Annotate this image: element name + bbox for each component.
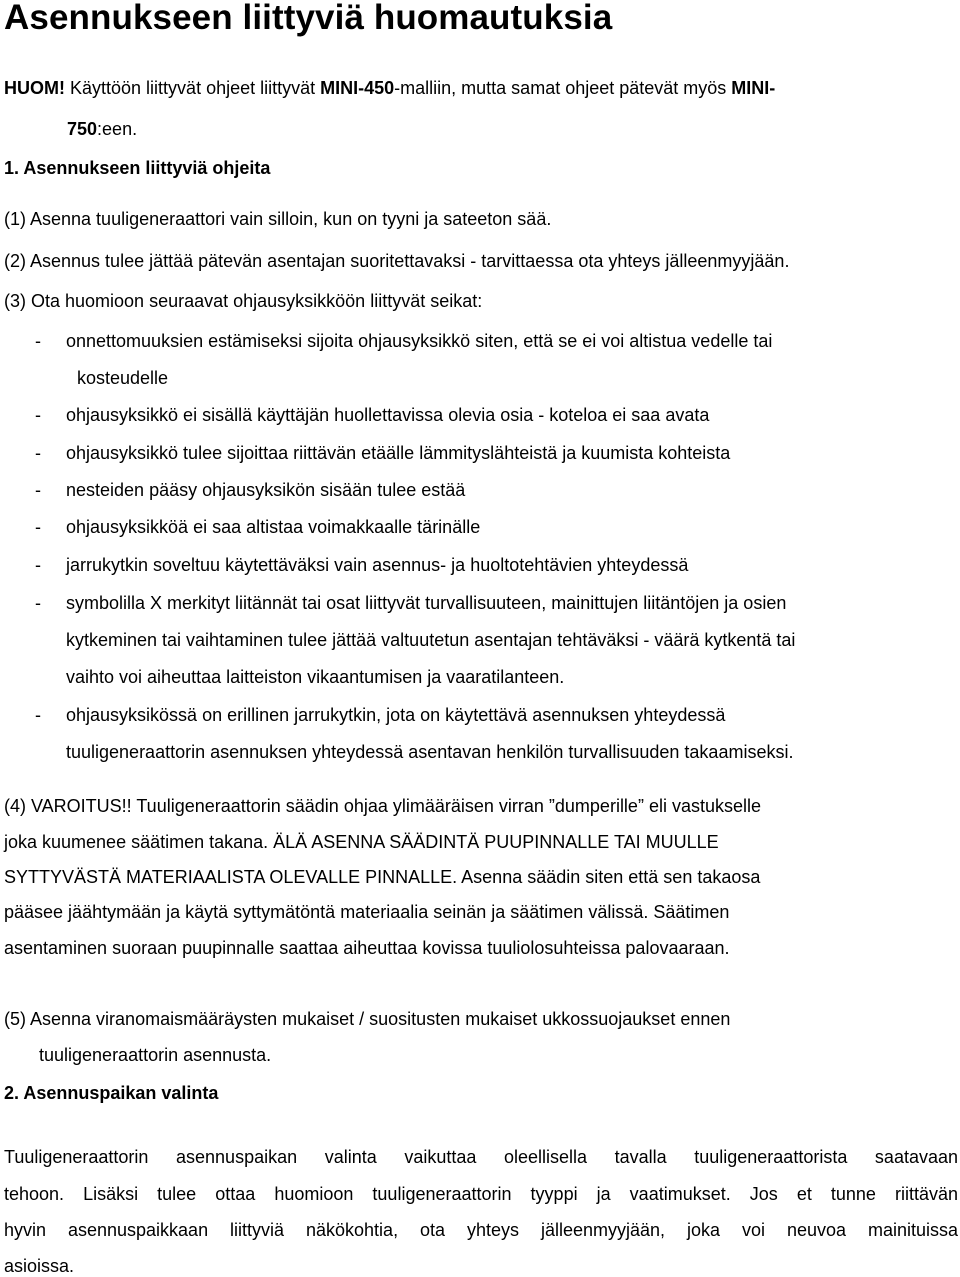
bullet-4: nesteiden pääsy ohjausyksikön sisään tulee estää [66,480,466,500]
bullet-7-line-2: kytkeminen tai vaihtaminen tulee jättää valtuutetun asentajan tehtäväksi - väärä kytkentä tai [66,630,796,650]
bullet-dash-4: - [35,480,41,500]
note-model-450: MINI-450 [320,78,395,98]
bullet-dash-3: - [35,443,41,463]
bullet-1-line-1: onnettomuuksien estämiseksi sijoita ohjausyksikkö siten, että se ei voi altistua vedelle tai [66,331,773,351]
note-huom: HUOM! [4,78,65,98]
warning-line-3: SYTTYVÄSTÄ MATERIAALISTA OLEVALLE PINNALLE. Asenna säädin siten että sen takaosa [4,867,761,887]
bullet-2: ohjausyksikkö ei sisällä käyttäjän huollettavissa olevia osia - koteloa ei saa avata [66,405,710,425]
warning-line-2: joka kuumenee säätimen takana. ÄLÄ ASENNA SÄÄDINTÄ PUUPINNALLE TAI MUULLE [4,832,719,852]
note-model-750-part2: 750 [67,119,98,139]
item-5-line-1: (5) Asenna viranomaismääräysten mukaiset / suositusten mukaiset ukkossuojaukset ennen [4,1009,731,1029]
section-2-paragraph-line-4: asioissa. [4,1256,75,1276]
bullet-3: ohjausyksikkö tulee sijoittaa riittävän etäälle lämmityslähteistä ja kuumista kohteista [66,443,731,463]
bullet-dash-1: - [35,331,41,351]
bullet-8-line-1: ohjausyksikössä on erillinen jarrukytkin, jota on käytettävä asennuksen yhteydessä [66,705,726,725]
note-text-3: :een. [97,119,138,139]
bullet-7-line-1: symbolilla X merkityt liitännät tai osat liittyvät turvallisuuteen, mainittujen liitäntöjen ja osien [66,593,787,613]
warning-line-5: asentaminen suoraan puupinnalle saattaa aiheuttaa kovissa tuuliolosuhteissa palovaaraan. [4,938,730,958]
bullet-dash-2: - [35,405,41,425]
instruction-item-3: (3) Ota huomioon seuraavat ohjausyksikköön liittyvät seikat: [4,291,483,311]
bullet-1-line-2: kosteudelle [77,368,169,388]
bullet-dash-5: - [35,517,41,537]
bullet-5: ohjausyksikköä ei saa altistaa voimakkaalle tärinälle [66,517,481,537]
note-line-1 [4,77,775,99]
bullet-7-line-3: vaihto voi aiheuttaa laitteiston vikaantumisen ja vaaratilanteen. [66,667,565,687]
bullet-8-line-2: tuuligeneraattorin asennuksen yhteydessä asentavan henkilön turvallisuuden takaamiseksi. [66,742,794,762]
note-text-2: -malliin, mutta samat ohjeet pätevät myös [394,78,732,98]
section-1-heading: 1. Asennukseen liittyviä ohjeita [4,158,271,178]
bullet-dash-7: - [35,593,41,613]
item-5-line-2: tuuligeneraattorin asennusta. [39,1045,272,1065]
section-2-paragraph-line-1: Tuuligeneraattorin asennuspaikan valinta vaikuttaa oleellisella tavalla tuuligeneraattorista saatavaan [4,1147,958,1167]
section-2-paragraph-line-2: tehoon. Lisäksi tulee ottaa huomioon tuuligeneraattorin tyyppi ja vaatimukset. Jos et tunne riittävän [4,1184,958,1204]
warning-line-1: (4) VAROITUS!! Tuuligeneraattorin säädin ohjaa ylimääräisen virran ”dumperille” eli vastukselle [4,796,761,816]
section-2-heading: 2. Asennuspaikan valinta [4,1083,219,1103]
section-2-paragraph-line-3: hyvin asennuspaikkaan liittyviä näkökohtia, ota yhteys jälleenmyyjään, joka voi neuvoa mainituissa [4,1220,958,1240]
bullet-dash-8: - [35,705,41,725]
note-text-1: Käyttöön liittyvät ohjeet liittyvät [65,78,321,98]
instruction-item-2: (2) Asennus tulee jättää pätevän asentajan suoritettavaksi - tarvittaessa ota yhteys jälleenmyyjään. [4,251,790,271]
bullet-dash-6: - [35,555,41,575]
page-title: Asennukseen liittyviä huomautuksia [4,0,613,37]
note-line-2 [67,118,137,140]
bullet-6: jarrukytkin soveltuu käytettäväksi vain asennus- ja huoltotehtävien yhteydessä [66,555,689,575]
note-model-750-part1: MINI- [731,78,776,98]
warning-line-4: pääsee jäähtymään ja käytä syttymätöntä materiaalia seinän ja säätimen välissä. Säätimen [4,902,730,922]
instruction-item-1: (1) Asenna tuuligeneraattori vain silloin, kun on tyyni ja sateeton sää. [4,209,552,229]
